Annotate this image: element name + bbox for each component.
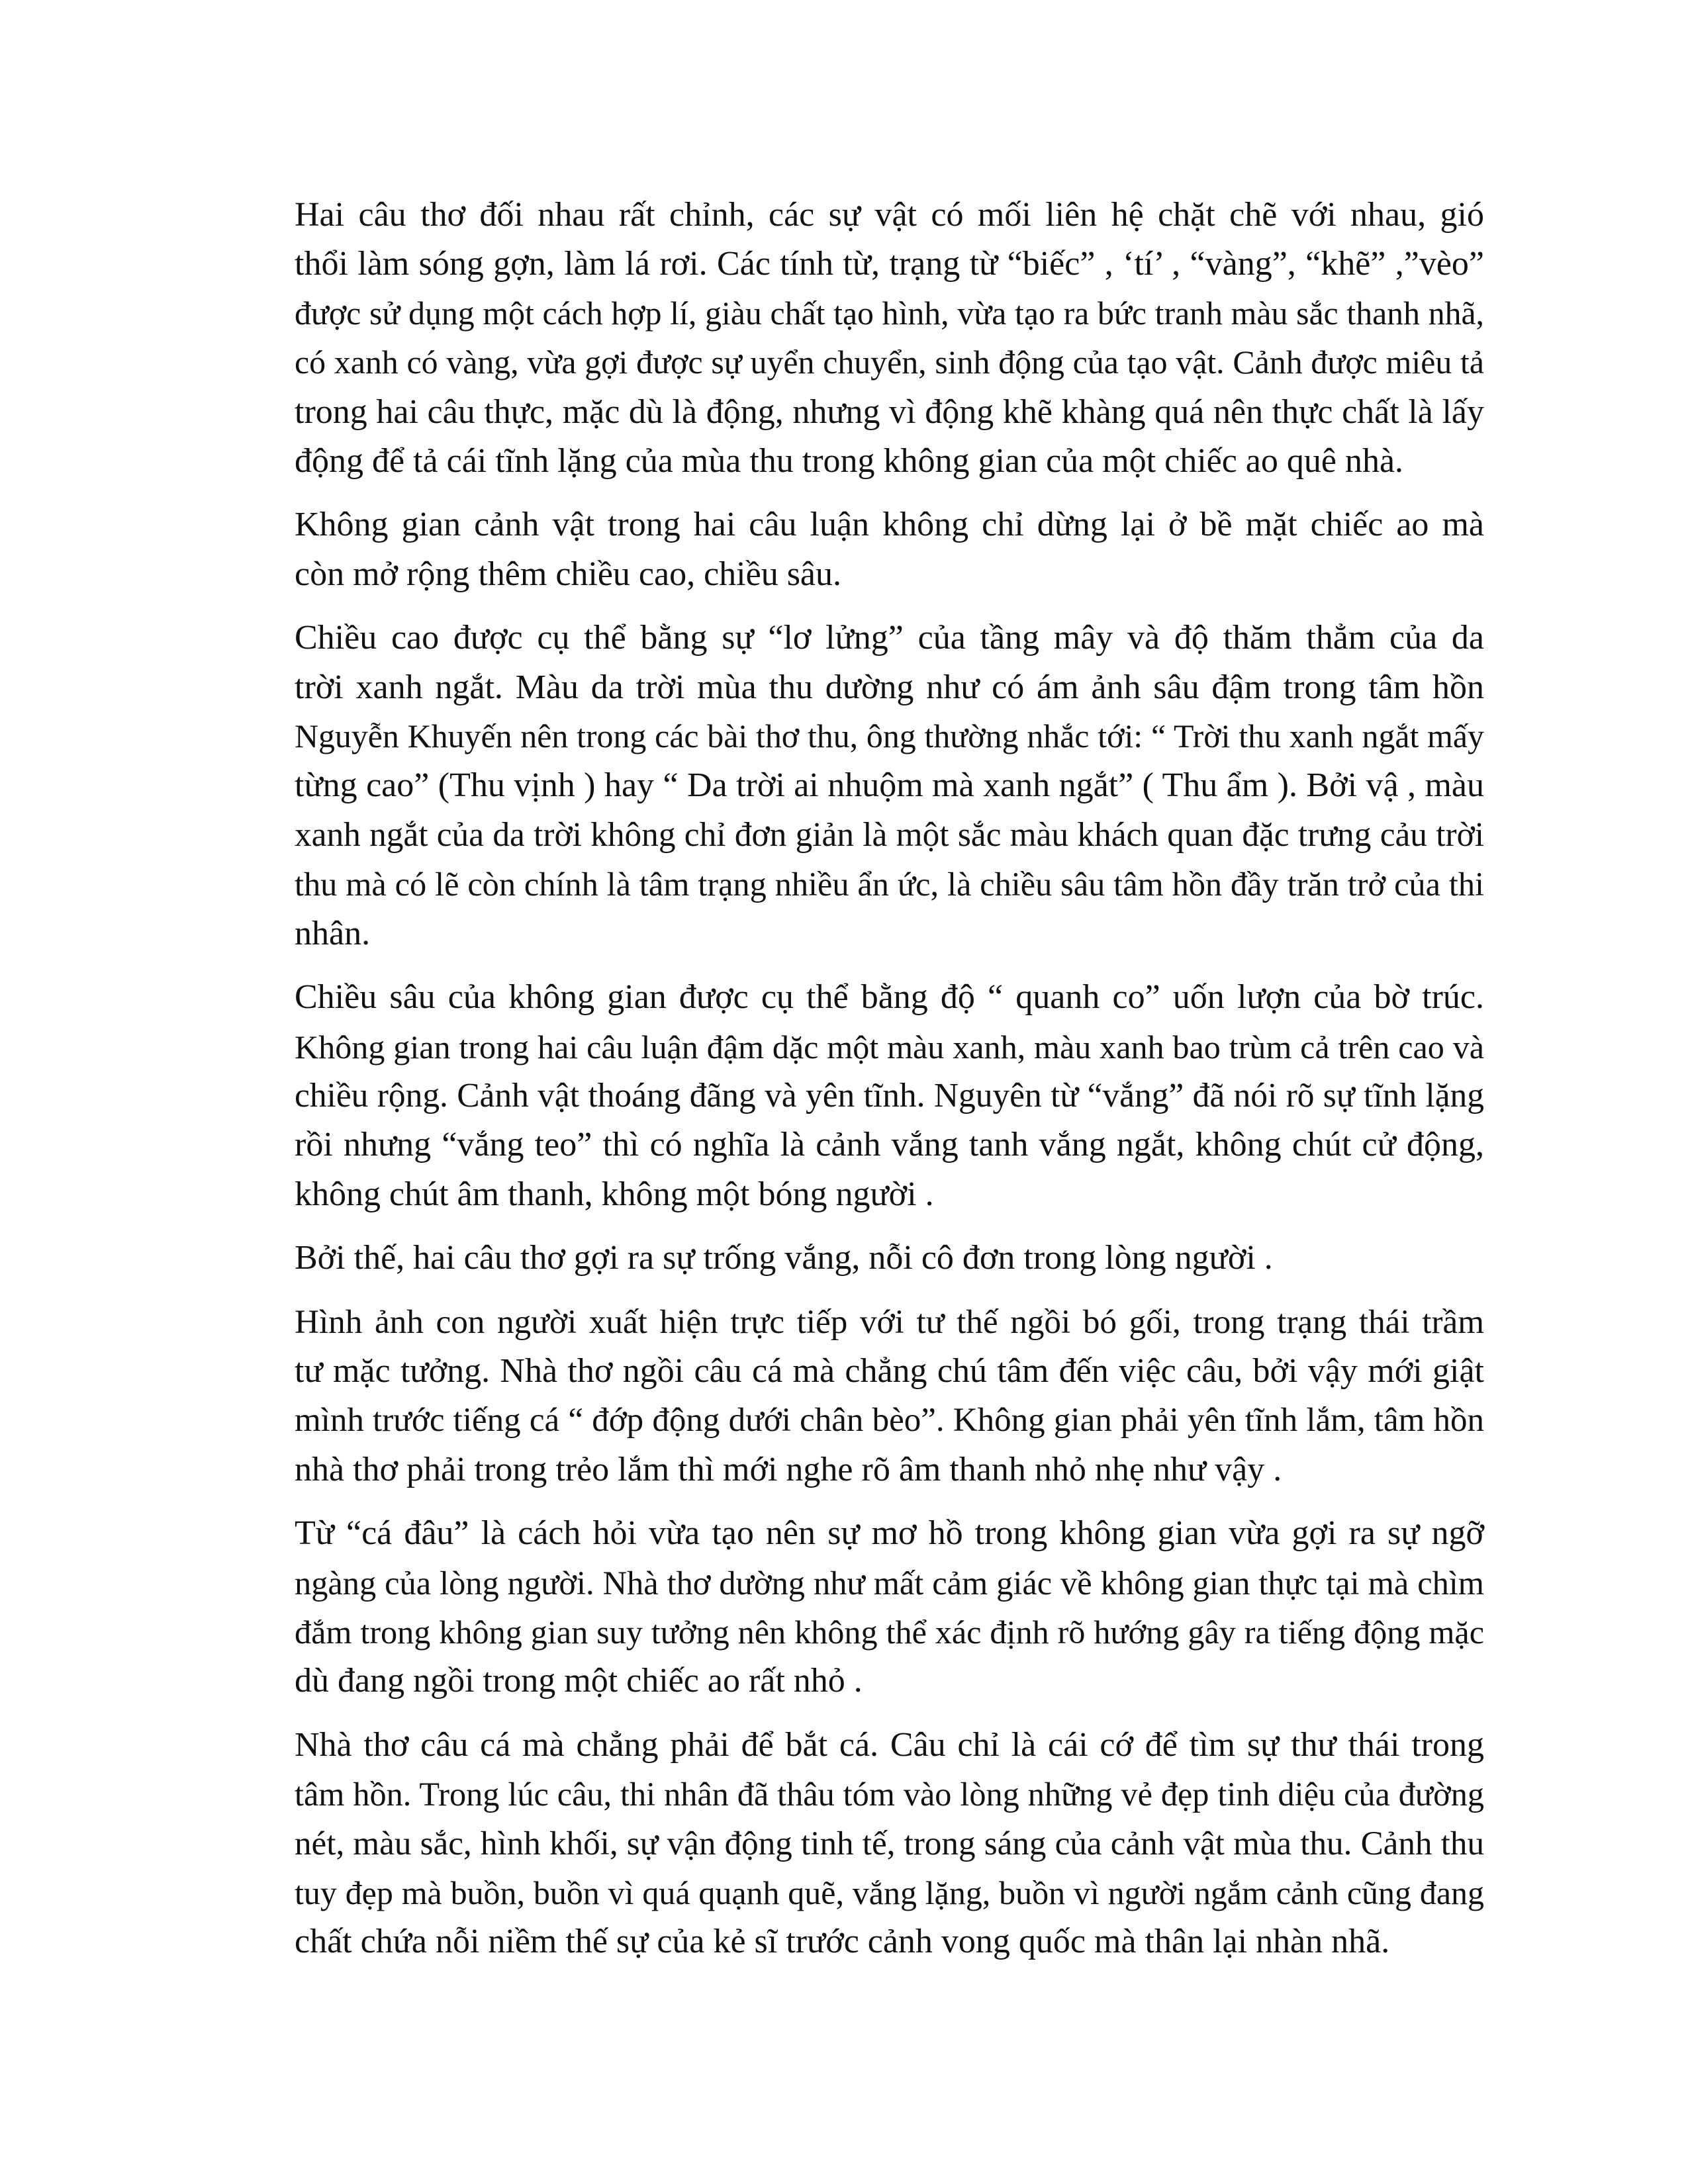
text-line: trời xanh ngắt. Màu da trời mùa thu dường như có ám ảnh sâu đậm trong tâm hồn (295, 668, 1484, 706)
text-line: tư mặc tưởng. Nhà thơ ngồi câu cá mà chẳng chú tâm đến việc câu, bởi vậy mới giật (295, 1351, 1484, 1390)
paragraph (233, 500, 1484, 599)
text-line: trong hai câu thực, mặc dù là động, nhưng vì động khẽ khàng quá nên thực chất là lấy (295, 392, 1484, 431)
text-line: Nguyễn Khuyến nên trong các bài thơ thu, ông thường nhắc tới: “ Trời thu xanh ngắt mấy (295, 718, 1484, 755)
text-line: Chiều sâu của không gian được cụ thể bằng độ “ quanh co” uốn lượn của bờ trúc. (295, 978, 1484, 1017)
text-line: thổi làm sóng gợn, làm lá rơi. Các tính từ, trạng từ “biếc” , ‘tí’ , “vàng”, “khẽ” ,”vèo” (295, 245, 1484, 283)
text-line: mình trước tiếng cá “ đớp động dưới chân bèo”. Không gian phải yên tĩnh lắm, tâm hồn (295, 1402, 1484, 1439)
text-line: nét, màu sắc, hình khối, sự vận động tinh tế, trong sáng của cảnh vật mùa thu. Cảnh thu (295, 1824, 1484, 1862)
text-line: Từ “cá đâu” là cách hỏi vừa tạo nên sự mơ hồ trong không gian vừa gợi ra sự ngỡ (295, 1514, 1484, 1553)
text-line: Chiều cao được cụ thể bằng sự “lơ lửng” của tầng mây và độ thăm thẳm của da (295, 619, 1484, 657)
paragraph (233, 1509, 1484, 1706)
paragraph (233, 1721, 1484, 1967)
text-line: Hình ảnh con người xuất hiện trực tiếp với tư thế ngồi bó gối, trong trạng thái trầm (295, 1302, 1484, 1341)
text-line: rồi nhưng “vắng teo” thì có nghĩa là cảnh vắng tanh vắng ngắt, không chút cử động, (295, 1126, 1484, 1164)
text-line: không chút âm thanh, không một bóng người . (295, 1175, 934, 1213)
text-line: động để tả cái tĩnh lặng của mùa thu trong không gian của một chiếc ao quê nhà. (295, 442, 1404, 480)
paragraph (233, 1234, 1484, 1283)
paragraph (233, 1298, 1484, 1495)
text-line: còn mở rộng thêm chiều cao, chiều sâu. (295, 555, 842, 593)
paragraph (233, 191, 1484, 486)
text-line: tuy đẹp mà buồn, buồn vì quá quạnh quẽ, vắng lặng, buồn vì người ngắm cảnh cũng đang (295, 1874, 1484, 1911)
paragraph (233, 973, 1484, 1219)
text-line: được sử dụng một cách hợp lí, giàu chất tạo hình, vừa tạo ra bức tranh màu sắc thanh nhã, (295, 295, 1484, 332)
text-line: Không gian trong hai câu luận đậm dặc một màu xanh, màu xanh bao trùm cả trên cao và (295, 1028, 1484, 1066)
text-line: Không gian cảnh vật trong hai câu luận không chỉ dừng lại ở bề mặt chiếc ao mà (295, 506, 1484, 544)
text-line: có xanh có vàng, vừa gợi được sự uyển chuyển, sinh động của tạo vật. Cảnh được miêu tả (295, 344, 1484, 381)
text-line: nhân. (295, 914, 371, 952)
text-line: Bởi thế, hai câu thơ gợi ra sự trống vắng, nỗi cô đơn trong lòng người . (295, 1239, 1273, 1277)
text-line: Nhà thơ câu cá mà chẳng phải để bắt cá. Câu chỉ là cái cớ để tìm sự thư thái trong (295, 1725, 1484, 1764)
document-body (233, 191, 1484, 1981)
text-line: xanh ngắt của da trời không chỉ đơn giản là một sắc màu khách quan đặc trưng cảu trời (295, 815, 1484, 854)
paragraph (233, 614, 1484, 958)
text-line: dù đang ngồi trong một chiếc ao rất nhỏ . (295, 1662, 863, 1700)
text-line: tâm hồn. Trong lúc câu, thi nhân đã thâu tóm vào lòng những vẻ đẹp tinh diệu của đường (295, 1776, 1484, 1813)
text-line: từng cao” (Thu vịnh ) hay “ Da trời ai nhuộm mà xanh ngắt” ( Thu ẩm ). Bởi vậ , màu (295, 766, 1484, 805)
text-line: thu mà có lẽ còn chính là tâm trạng nhiều ẩn ức, là chiều sâu tâm hồn đầy trăn trở của thi (295, 866, 1484, 903)
text-line: ngàng của lòng người. Nhà thơ dường như mất cảm giác về không gian thực tại mà chìm (295, 1564, 1484, 1602)
text-line: đắm trong không gian suy tưởng nên không thể xác định rõ hướng gây ra tiếng động mặc (295, 1613, 1484, 1651)
text-line: nhà thơ phải trong trẻo lắm thì mới nghe rõ âm thanh nhỏ nhẹ như vậy . (295, 1450, 1282, 1488)
text-line: chiều rộng. Cảnh vật thoáng đãng và yên tĩnh. Nguyên từ “vắng” đã nói rõ sự tĩnh lặng (295, 1076, 1484, 1115)
text-line: Hai câu thơ đối nhau rất chỉnh, các sự vật có mối liên hệ chặt chẽ với nhau, gió (295, 196, 1484, 234)
text-line: chất chứa nỗi niềm thế sự của kẻ sĩ trước cảnh vong quốc mà thân lại nhàn nhã. (295, 1923, 1390, 1961)
